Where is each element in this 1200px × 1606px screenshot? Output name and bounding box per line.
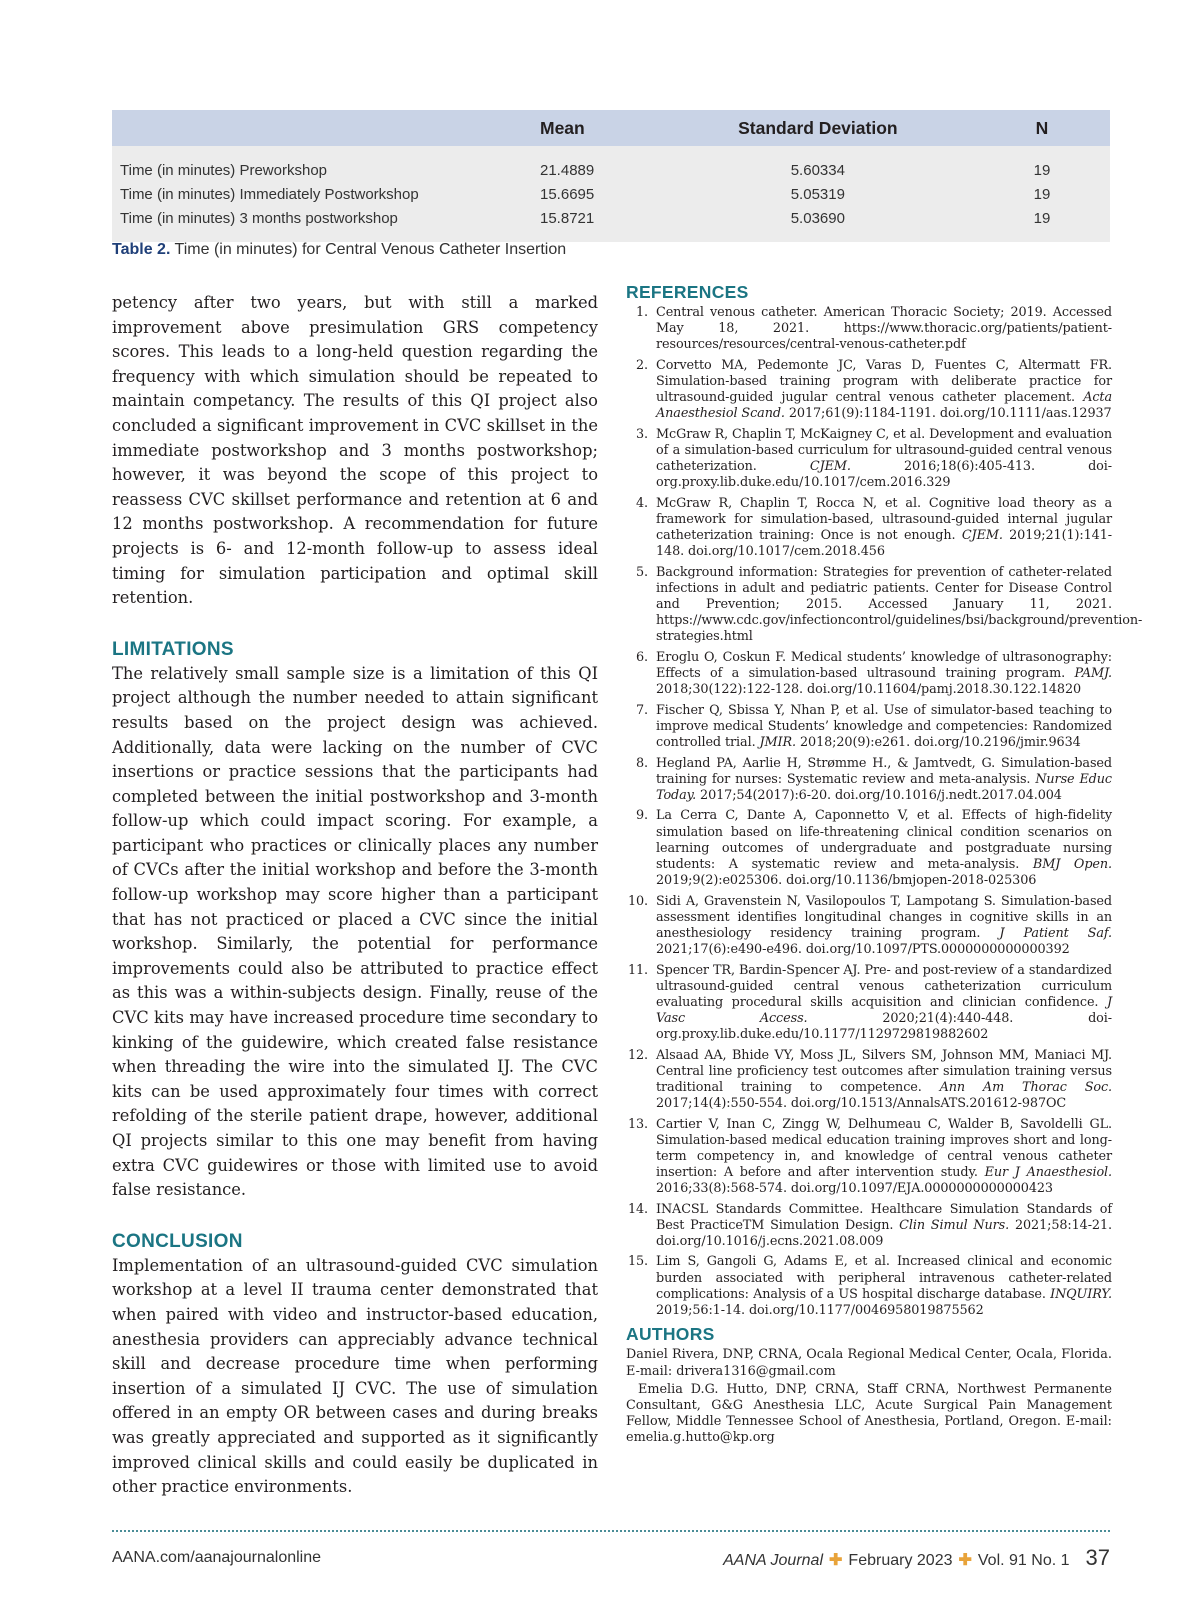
table-caption-text: Time (in minutes) for Central Venous Catheter Insertion (174, 241, 567, 258)
body-paragraph: The relatively small sample size is a limitation of this QI project although the number needed to attain significant results based on the project design was achieved. Additionally, data were lacking on the number of CVC insertions or practice sessions that the participants had completed between the initial postworkshop and 3-month follow-up which could impact scoring. For example, a participant who practices or clinically places any number of CVCs after the initial workshop and before the 3-month follow-up workshop may score higher than a participant that has not practiced or placed a CVC since the initial workshop. Similarly, the potential for performance improvements could also be attributed to practice effect as this was a within-subjects design. Finally, reuse of the CVC kits may have increased procedure time secondary to kinking of the guidewire, which created false resistance when threading the wire into the simulated IJ. The CVC kits can be used approximately four times with correct refolding of the sterile patient drape, however, additional QI projects similar to this one may benefit from having extra CVC guidewires or those with limited use to avoid false resistance. (112, 663, 598, 1200)
reference-item: 2. Corvetto MA, Pedemonte JC, Varas D, Fuentes C, Altermatt FR. Simulation-based training program with deliberate practice for ultrasound-guided jugular central venous catheter placement. Acta Anaesthesiol Scand. 2017;61(9):1184-1191. doi.org/10.1111/aas.12937 (635, 357, 1112, 422)
reference-item: 11. Spencer TR, Bardin-Spencer AJ. Pre- and post-review of a standardized ultrasound-guided central venous catheterization curriculum evaluating procedural skills acquisition and clinician confidence. J Vasc Access. 2020;21(4):440-448. doi-org.proxy.lib.duke.edu/10.1177/1129729819882602 (627, 962, 1112, 1042)
section-heading-references: REFERENCES (626, 282, 749, 302)
footer-divider (112, 1530, 1110, 1532)
table-row (112, 182, 1110, 206)
table-row (112, 146, 1110, 182)
reference-list (626, 305, 1143, 1319)
section-heading-conclusion: CONCLUSION (112, 1230, 243, 1252)
reference-item: 13. Cartier V, Inan C, Zingg W, Delhumeau C, Walder B, Savoldelli GL. Simulation-based medical education training improves short and long-term competency in, and knowledge of central venous catheter insertion: A before and after intervention study. Eur J Anaesthesiol. 2016;33(8):568-574. doi.org/10.1097/EJA.0000000000000423 (627, 1116, 1113, 1196)
plus-icon: ✚ (829, 1552, 843, 1569)
reference-item: 10. Sidi A, Gravenstein N, Vasilopoulos T, Lampotang S. Simulation-based assessment identifies longitudinal changes in cognitive skills in an anesthesiology residency training program. J Patient Saf. 2021;17(6):e490-e496. doi.org/10.1097/PTS.0000000000000392 (627, 893, 1113, 957)
table-cell: 15.8721 (526, 206, 662, 242)
reference-item: 7. Fischer Q, Sbissa Y, Nhan P, et al. Use of simulator-based teaching to improve medical Students’ knowledge and competencies: Randomized controlled trial. JMIR. 2018;20(9):e261. doi.org/10.2196/jmir.9634 (635, 702, 1112, 750)
table-cell: 19 (974, 182, 1110, 206)
table-cell: 19 (974, 146, 1110, 182)
table-caption (112, 241, 566, 259)
table-cell: 21.4889 (526, 146, 662, 182)
table-cell: Time (in minutes) Preworkshop (112, 146, 526, 182)
reference-item: 8. Hegland PA, Aarlie H, Strømme H., & Jamtvedt, G. Simulation-based training for nurses: Systematic review and meta-analysis. Nurse Educ Today. 2017;54(2017):6-20. doi.org/10.1016/j.nedt.2017.04.004 (635, 755, 1112, 803)
reference-item: 14. INACSL Standards Committee. Healthcare Simulation Standards of Best PracticeTM Simulation Design. Clin Simul Nurs. 2021;58:14-21. doi.org/10.1016/j.ecns.2021.08.009 (627, 1201, 1112, 1249)
table-cell: 5.60334 (662, 146, 974, 182)
table-cell: 19 (974, 206, 1110, 242)
table-caption-label: Table 2. (112, 241, 171, 258)
footer-journal-name: AANA Journal (723, 1552, 824, 1569)
table-header-row (112, 110, 1110, 146)
section-heading-limitations: LIMITATIONS (112, 638, 234, 660)
plus-icon: ✚ (958, 1552, 972, 1569)
body-paragraph: Implementation of an ultrasound-guided CVC simulation workshop at a level II trauma center demonstrated that when paired with video and instructor-based education, anesthesia providers can appreciably advance technical skill and decrease procedure time when performing insertion of a simulated IJ CVC. The use of simulation offered in an empty OR between cases and during breaks was greatly appreciated and supported as it significantly improved clinical skills and could easily be duplicated in other practice environments. (112, 1255, 598, 1497)
table-header-n: N (974, 110, 1110, 146)
author-bio: Daniel Rivera, DNP, CRNA, Ocala Regional Medical Center, Ocala, Florida. E-mail: drivera1316@gmail.com (626, 1347, 1112, 1379)
table-cell: Time (in minutes) Immediately Postworkshop (112, 182, 526, 206)
body-paragraph: petency after two years, but with still a marked improvement above presimulation GRS competency scores. This leads to a long-held question regarding the frequency with which simulation should be repeated to maintain competancy. The results of this QI project also concluded a significant improvement in CVC skillset in the immediate postworkshop and 3 months postworkshop; however, it was beyond the scope of this project to reassess CVC skillset performance and retention at 6 and 12 months postworkshop. A recommendation for future projects is 6- and 12-month follow-up to assess ideal timing for simulation participation and optimal skill retention. (112, 293, 598, 608)
reference-item: 15. Lim S, Gangoli G, Adams E, et al. Increased clinical and economic burden associated with peripheral intravenous catheter-related complications: Analysis of a US hospital discharge database. INQUIRY. 2019;56:1-14. doi.org/10.1177/0046958019875562 (627, 1254, 1112, 1318)
table-header-label (112, 110, 526, 146)
authors-section (626, 1323, 1112, 1446)
right-column (626, 281, 1143, 1446)
footer-volume: Vol. 91 No. 1 (977, 1552, 1070, 1569)
stats-table (112, 110, 1110, 242)
section-heading-authors: AUTHORS (626, 1324, 715, 1345)
stats-table-container (112, 110, 1110, 242)
footer-journal-info (723, 1545, 1110, 1571)
table-cell: 15.6695 (526, 182, 662, 206)
table-cell: Time (in minutes) 3 months postworkshop (112, 206, 526, 242)
table-cell: 5.03690 (662, 206, 974, 242)
left-column (112, 291, 598, 1500)
reference-item: 1. Central venous catheter. American Thoracic Society; 2019. Accessed May 18, 2021. https://www.thoracic.org/patients/patient-resources/resources/central-venous-catheter.pdf (635, 305, 1112, 353)
author-bio: Emelia D.G. Hutto, DNP, CRNA, Staff CRNA, Northwest Permanente Consultant, G&G Anesthesia LLC, Acute Surgical Pain Management Fellow, Middle Tennessee School of Anesthesia, Portland, Oregon. E-mail: emelia.g.hutto@kp.org (626, 1381, 1112, 1445)
footer-website: AANA.com/aanajournalonline (112, 1549, 322, 1566)
table-header-mean: Mean (526, 110, 662, 146)
footer-date: February 2023 (848, 1552, 953, 1569)
reference-item: 3. McGraw R, Chaplin T, McKaigney C, et al. Development and evaluation of a simulation-based curriculum for ultrasound-guided central venous catheterization. CJEM. 2016;18(6):405-413. doi-org.proxy.lib.duke.edu/10.1017/cem.2016.329 (635, 426, 1112, 491)
table-cell: 5.05319 (662, 182, 974, 206)
table-row (112, 206, 1110, 242)
reference-item: 5. Background information: Strategies for prevention of catheter-related infections in adult and pediatric patients. Center for Disease Control and Prevention; 2015. Accessed January 11, 2021. https://www.cdc.gov/infectioncontrol/guidelines/bsi/background/prevention-strategies.html (635, 564, 1143, 645)
reference-item: 12. Alsaad AA, Bhide VY, Moss JL, Silvers SM, Johnson MM, Maniaci MJ. Central line proficiency test outcomes after simulation training versus traditional training to competence. Ann Am Thorac Soc. 2017;14(4):550-554. doi.org/10.1513/AnnalsATS.201612-987OC (627, 1047, 1113, 1111)
table-header-sd: Standard Deviation (662, 110, 974, 146)
reference-item: 9. La Cerra C, Dante A, Caponnetto V, et al. Effects of high-fidelity simulation based on life-threatening clinical condition scenarios on learning outcomes of undergraduate and postgraduate nursing students: A systematic review and meta-analysis. BMJ Open. 2019;9(2):e025306. doi.org/10.1136/bmjopen-2018-025306 (635, 808, 1112, 888)
page-number: 37 (1085, 1545, 1110, 1570)
reference-item: 4. McGraw R, Chaplin T, Rocca N, et al. Cognitive load theory as a framework for simulation-based, ultrasound-guided internal jugular catheterization training: Once is not enough. CJEM. 2019;21(1):141-148. doi.org/10.1017/cem.2018.456 (635, 495, 1112, 560)
reference-item: 6. Eroglu O, Coskun F. Medical students’ knowledge of ultrasonography: Effects of a simulation-based ultrasound training program. PAMJ. 2018;30(122):122-128. doi.org/10.11604/pamj.2018.30.122.14820 (635, 649, 1112, 698)
